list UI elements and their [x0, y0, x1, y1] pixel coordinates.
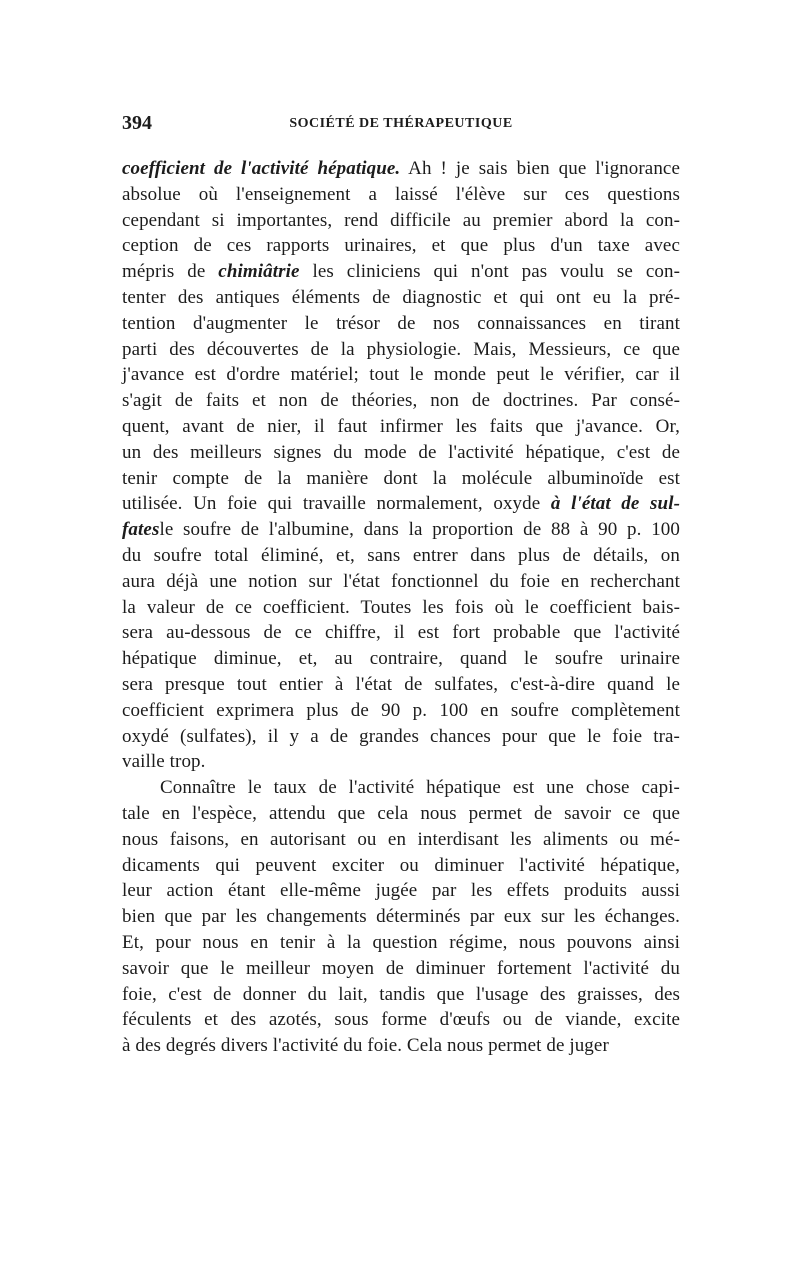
text-line — [122, 698, 680, 724]
text-segment: du soufre total éliminé, et, sans entrer dans plus de détails, on — [122, 544, 680, 566]
page-header — [122, 112, 680, 138]
text-line — [122, 801, 680, 827]
text-segment: tenter des antiques éléments de diagnostic et qui ont eu la pré- — [122, 286, 680, 308]
text-line — [122, 285, 680, 311]
text-line — [122, 156, 680, 182]
text-line — [122, 259, 680, 285]
text-segment: dicaments qui peuvent exciter ou diminuer l'activité hépatique, — [122, 854, 680, 876]
italic-text: à l'état de sul- — [550, 493, 680, 515]
text-segment: tale en l'espèce, attendu que cela nous permet de savoir ce que — [122, 802, 680, 824]
text-segment: sera au-dessous de ce chiffre, il est fort probable que l'activité — [122, 622, 680, 644]
text-line — [122, 982, 680, 1008]
text-segment: foie, c'est de donner du lait, tandis que l'usage des graisses, des — [122, 983, 680, 1005]
text-line — [122, 362, 680, 388]
text-segment: ception de ces rapports urinaires, et que plus d'un taxe avec — [122, 235, 680, 257]
text-line — [122, 233, 680, 259]
paragraph — [122, 775, 680, 1059]
text-line — [122, 466, 680, 492]
text-segment: Et, pour nous en tenir à la question régime, nous pouvons ainsi — [122, 931, 680, 953]
text-line — [122, 904, 680, 930]
text-line — [122, 208, 680, 234]
text-line — [122, 1007, 680, 1033]
text-segment: Ah ! je sais bien que l'ignorance — [400, 158, 680, 179]
text-line — [122, 337, 680, 363]
text-line — [122, 827, 680, 853]
paragraph — [122, 156, 680, 775]
text-segment: s'agit de faits et non de théories, non de doctrines. Par consé- — [122, 390, 680, 412]
text-line — [122, 311, 680, 337]
text-line — [122, 724, 680, 750]
text-segment: j'avance est d'ordre matériel; tout le monde peut le vérifier, car il — [122, 364, 680, 386]
text-segment: à des degrés divers l'activité du foie. Cela nous permet de juger — [122, 1035, 609, 1057]
text-line — [122, 543, 680, 569]
text-segment: hépatique diminue, et, au contraire, quand le soufre urinaire — [122, 648, 680, 670]
text-segment: bien que par les changements déterminés par eux sur les échanges. — [122, 906, 680, 928]
text-segment: les cliniciens qui n'ont pas voulu se con- — [299, 261, 680, 283]
text-line — [122, 878, 680, 904]
text-segment: aura déjà une notion sur l'état fonctionnel du foie en recherchant — [122, 570, 680, 592]
italic-text: chimiâtrie — [218, 261, 300, 283]
running-title: SOCIÉTÉ DE THÉRAPEUTIQUE — [289, 116, 513, 131]
text-line — [122, 491, 680, 517]
text-line — [122, 595, 680, 621]
text-segment: la valeur de ce coefficient. Toutes les fois où le coefficient bais- — [122, 596, 680, 618]
text-segment: savoir que le meilleur moyen de diminuer fortement l'activité du — [122, 957, 680, 979]
text-line — [122, 414, 680, 440]
text-line — [122, 775, 680, 801]
text-segment: féculents et des azotés, sous forme d'œufs ou de viande, excite — [122, 1009, 680, 1031]
text-line — [122, 620, 680, 646]
text-segment: nous faisons, en autorisant ou en interdisant les aliments ou mé- — [122, 828, 680, 850]
text-line — [122, 956, 680, 982]
text-segment: mépris de — [122, 261, 219, 283]
text-line — [122, 672, 680, 698]
text-segment: Connaître le taux de l'activité hépatique est une chose capi- — [160, 777, 680, 799]
text-line — [122, 1033, 680, 1059]
text-line — [122, 517, 680, 543]
text-line — [122, 749, 680, 775]
text-line — [122, 853, 680, 879]
text-segment: cependant si importantes, rend difficile au premier abord la con- — [122, 209, 680, 231]
page-number: 394 — [122, 112, 152, 134]
text-segment: le soufre de l'albumine, dans la proportion de 88 à 90 p. 100 — [159, 519, 680, 541]
italic-text: fates — [122, 519, 160, 541]
text-segment: absolue où l'enseignement a laissé l'élève sur ces questions — [122, 183, 680, 205]
text-segment: vaille trop. — [122, 751, 206, 773]
text-line — [122, 646, 680, 672]
text-line — [122, 440, 680, 466]
text-segment: utilisée. Un foie qui travaille normalement, oxyde — [122, 493, 551, 515]
text-segment: sera presque tout entier à l'état de sulfates, c'est-à-dire quand le — [122, 673, 680, 695]
text-line — [122, 930, 680, 956]
text-segment: leur action étant elle-même jugée par les effets produits aussi — [122, 880, 680, 902]
text-segment: coefficient exprimera plus de 90 p. 100 en soufre complètement — [122, 699, 680, 721]
text-segment: tenir compte de la manière dont la molécule albuminoïde est — [122, 467, 680, 489]
text-segment: parti des découvertes de la physiologie. Mais, Messieurs, ce que — [122, 338, 680, 360]
text-segment: un des meilleurs signes du mode de l'activité hépatique, c'est de — [122, 441, 680, 463]
text-segment: tention d'augmenter le trésor de nos connaissances en tirant — [122, 312, 680, 334]
text-line — [122, 569, 680, 595]
text-segment: quent, avant de nier, il faut infirmer les faits que j'avance. Or, — [122, 415, 680, 437]
text-line — [122, 182, 680, 208]
text-line — [122, 388, 680, 414]
text-segment: oxydé (sulfates), il y a de grandes chances pour que le foie tra- — [122, 725, 680, 747]
body-text — [122, 156, 680, 1059]
italic-text: coefficient de l'activité hépatique. — [122, 158, 401, 179]
